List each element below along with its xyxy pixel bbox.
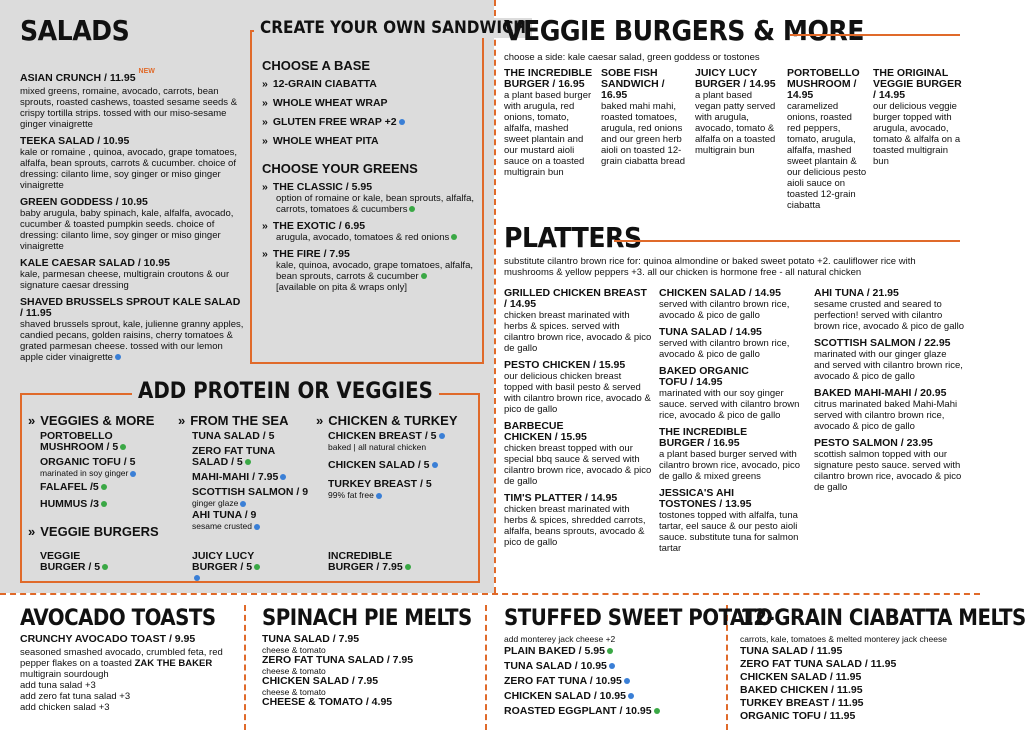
title-rule	[614, 240, 960, 242]
salads-title: SALADS	[20, 14, 130, 47]
platters-subtitle: substitute cilantro brown rice for: quinoa almondine or baked sweet potato +2. cauliflower rice with mushrooms & yellow peppers +3. all our chicken is hormone free - all natural chicken	[504, 256, 916, 278]
base-heading: CHOOSE A BASE	[262, 58, 371, 73]
list-item: CHICKEN SALAD / 7.95 cheese & tomato	[262, 675, 379, 697]
greens-heading: CHOOSE YOUR GREENS	[262, 161, 418, 176]
list-item: SHAVED BRUSSELS SPROUT KALE SALAD / 11.95 shaved brussels sprout, kale, julienne granny apples, candied pecans, golden raisins, cherry tomatoes & grated parmesan cheese. tossed with our lemon apple cider vinaigrette	[20, 296, 244, 363]
list-item: THE INCREDIBLE BURGER / 16.95 a plant based burger served with cilantro brown rice, avocado, pico de gallo & mixed greens	[659, 426, 800, 482]
veggies-heading: » VEGGIES & MORE	[28, 413, 155, 428]
divider	[244, 605, 246, 730]
list-item: CRUNCHY AVOCADO TOAST / 9.95	[20, 633, 196, 645]
ciabatta-title: 12-GRAIN CIABATTA MELTS	[740, 606, 1026, 631]
list-item: GREEN GODDESS / 10.95 baby arugula, baby spinach, kale, alfalfa, avocado, cucumber & toasted pumpkin seeds. choice of dressing: cilanto lime, soy ginger or miso ginger vinaigrette	[20, 196, 234, 252]
list-item: PORTOBELLO MUSHROOM / 14.95 caramelized onions, roasted red peppers, tomato, arugula, alfalfa, mashed sweet plantain & our delicious pesto aioli sauce on toasted 12-grain ciabatta	[787, 67, 867, 211]
list-item: ORGANIC TOFU / 11.95	[740, 710, 856, 722]
platters-col-1	[504, 288, 652, 554]
list-item: SCOTTISH SALMON / 22.95 marinated with our ginger glaze and served with cilantro brown rice, avocado & pico de gallo	[814, 337, 963, 382]
list-item: BAKED CHICKEN / 11.95	[740, 684, 863, 696]
list-item: FALAFEL /5	[40, 482, 173, 493]
veggies-column	[28, 413, 173, 542]
list-item: » THE FIRE / 7.95 kale, quinoa, avocado, grape tomatoes, alfalfa, bean sprouts, carrots & cucumber [available on pita & wraps only]	[262, 248, 473, 293]
protein-title: ADD PROTEIN OR VEGGIES	[132, 379, 439, 404]
list-item: ROASTED EGGPLANT / 10.95	[504, 706, 722, 717]
sea-column	[178, 413, 318, 531]
list-item: SOBE FISH SANDWICH / 16.95 baked mahi mahi, roasted tomatoes, arugula, red onions and our green herb aioli on toasted 12-grain ciabatta bread	[601, 67, 685, 167]
addon: add chicken salad +3	[20, 702, 110, 713]
ciabatta-content	[740, 634, 970, 722]
burgers-heading: » VEGGIE BURGERS	[28, 524, 159, 539]
list-item: KALE CAESAR SALAD / 10.95 kale, parmesan cheese, multigrain croutons & our signature caesar dressing	[20, 257, 230, 291]
item-desc: seasoned smashed avocado, crumbled feta, red pepper flakes on a toasted ZAK THE BAKER multigrain sourdough	[20, 647, 223, 680]
item-desc: ginger glaze	[192, 498, 239, 508]
sandwich-title: CREATE YOUR OWN SANDWICH	[254, 18, 532, 38]
box-edge	[20, 393, 132, 395]
veggie-burgers-subtitle: choose a side: kale caesar salad, green goddess or tostones	[504, 52, 760, 63]
chicken-heading: » CHICKEN & TURKEY	[316, 413, 458, 428]
list-item: CHICKEN BREAST / 5	[328, 431, 476, 442]
list-item: VEGGIE BURGER / 5	[40, 551, 110, 573]
list-item: ASIAN CRUNCH / $11.95^{NEW}$ mixed greens, romaine, avocado, carrots, bean sprouts, roasted cashews, toasted sesame seeds & crispy tortilla strips. tossed with our miso-sesame ginger vinaigrette	[20, 68, 238, 130]
list-item: CHICKEN SALAD / 11.95	[740, 671, 862, 683]
list-item: TUNA SALAD / 11.95	[740, 645, 843, 657]
list-item: JUICY LUCY BURGER / 5	[192, 551, 267, 584]
list-item: GRILLED CHICKEN BREAST / 14.95 chicken breast marinated with herbs & spices. served with cilantro brown rice, avocado & pico de gallo	[504, 287, 652, 354]
list-item: THE ORIGINAL VEGGIE BURGER / 14.95 our delicious veggie burger topped with arugula, avocado, tomato & alfalfa on a toasted multigrain bun	[873, 67, 962, 167]
list-item: ZERO FAT TUNA SALAD / 11.95	[740, 658, 897, 670]
divider	[485, 605, 487, 730]
list-item: MAHI-MAHI / 7.95	[192, 472, 318, 483]
item-desc: 99% fat free	[328, 490, 374, 500]
item-desc: sesame crusted	[192, 521, 252, 531]
list-item: CHEESE & TOMATO / 4.95	[262, 696, 393, 708]
list-item: » WHOLE WHEAT PITA	[262, 135, 379, 147]
chicken-column	[316, 413, 476, 500]
list-item: CHICKEN SALAD / 10.95	[504, 691, 722, 702]
list-item: PLAIN BAKED / 5.95	[504, 646, 722, 657]
list-item: THE INCREDIBLE BURGER / 16.95 a plant based burger with arugula, red onions, tomato, alfalfa, mashed sweet plantain and our mustard aioli sauce on a toasted multigrain bun	[504, 67, 593, 178]
platters-col-3	[814, 288, 964, 499]
list-item: » THE CLASSIC / 5.95 option of romaine or kale, bean sprouts, alfalfa, carrots, tomatoes & cucumbers	[262, 181, 475, 215]
list-item: TURKEY BREAST / 5	[328, 478, 432, 490]
list-item: ZERO FAT TUNA SALAD / 5	[192, 445, 275, 468]
avocado-content	[20, 634, 240, 713]
avocado-title: AVOCADO TOASTS	[20, 606, 216, 631]
list-item: PESTO CHICKEN / 15.95 our delicious chicken breast topped with basil pesto & served with cilantro brown rice, avocado & pico de gallo	[504, 359, 651, 415]
list-item: PESTO SALMON / 23.95 scottish salmon topped with our signature pesto sauce. served with cilantro brown rice, avocado & pico de gallo	[814, 437, 962, 493]
platters-title: PLATTERS	[504, 221, 642, 254]
list-item: AHI TUNA / 21.95 sesame crusted and seared to perfection! served with cilantro brown rice, avocado & pico de gallo	[814, 287, 964, 332]
item-desc: marinated in soy ginger	[40, 468, 129, 478]
list-item: SCOTTISH SALMON / 9	[192, 486, 309, 498]
sea-heading: » FROM THE SEA	[178, 413, 289, 428]
platters-col-2	[659, 288, 807, 560]
spinach-content	[262, 634, 480, 708]
potato-content	[504, 634, 722, 717]
list-item: ZERO FAT TUNA SALAD / 7.95 cheese & tomato	[262, 654, 414, 676]
list-item: CHICKEN SALAD / 14.95 served with cilantro brown rice, avocado & pico de gallo	[659, 287, 790, 321]
divider	[0, 593, 980, 595]
list-item: INCREDIBLE BURGER / 7.95	[328, 551, 423, 573]
list-item: JESSICA'S AHI TOSTONES / 13.95 tostones topped with alfalfa, tuna tartar, eel sauce & our pesto aioli sauce. substitute tuna for salmon tartar	[659, 487, 799, 554]
list-item: HUMMUS /3	[40, 499, 173, 510]
list-item: AHI TUNA / 9	[192, 509, 257, 521]
title-rule	[790, 34, 960, 36]
list-item: TURKEY BREAST / 11.95	[740, 697, 864, 709]
list-item: TIM'S PLATTER / 14.95 chicken breast marinated with herbs & spices, shredded carrots, alfalfa, beans sprouts, avocado & pico de gallo	[504, 492, 646, 548]
list-item: PORTOBELLO MUSHROOM / 5	[40, 431, 130, 453]
list-item: ZERO FAT TUNA / 10.95	[504, 676, 722, 687]
list-item: » WHOLE WHEAT WRAP	[262, 97, 388, 109]
addon: add tuna salad +3	[20, 680, 96, 691]
list-item: BARBECUE CHICKEN / 15.95 chicken breast topped with our special bbq sauce & served with cilantro brown rice, avocado & pico de gallo	[504, 420, 652, 487]
spinach-title: SPINACH PIE MELTS	[262, 606, 472, 631]
sandwich-content	[262, 58, 477, 299]
divider	[494, 0, 496, 593]
salads-list	[20, 68, 245, 369]
list-item: BAKED MAHI-MAHI / 20.95 citrus marinated baked Mahi-Mahi served with cilantro brown rice, avocado & pico de gallo	[814, 387, 958, 432]
list-item: TUNA SALAD / 14.95 served with cilantro brown rice, avocado & pico de gallo	[659, 326, 790, 360]
list-item: TUNA SALAD / 5	[192, 430, 275, 442]
list-item: CHICKEN SALAD / 5	[328, 460, 476, 471]
list-item: » GLUTEN FREE WRAP +2	[262, 117, 477, 128]
list-item: TUNA SALAD / 7.95 cheese & tomato	[262, 633, 360, 655]
list-item: » 12-GRAIN CIABATTA	[262, 78, 377, 90]
subtitle: add monterey jack cheese +2	[504, 634, 616, 644]
addon: add zero fat tuna salad +3	[20, 691, 131, 702]
list-item: TUNA SALAD / 10.95	[504, 661, 722, 672]
list-item: » THE EXOTIC / 6.95 arugula, avocado, tomatoes & red onions	[262, 221, 477, 243]
list-item: ORGANIC TOFU / 5	[40, 456, 136, 468]
item-desc: baked | all natural chicken	[328, 442, 427, 452]
subtitle: carrots, kale, tomatoes & melted monterey jack cheese	[740, 634, 947, 644]
list-item: TEEKA SALAD / 10.95 kale or romaine , quinoa, avocado, grape tomatoes, alfalfa, bean sprouts, carrots & cucumber. choice of dressing: cilanto lime, soy ginger or miso ginger vinaigrette	[20, 135, 238, 191]
potato-title: STUFFED SWEET POTATO	[504, 606, 773, 631]
list-item: BAKED ORGANIC TOFU / 14.95 marinated with our soy ginger sauce. served with cilantro brown rice, avocado & pico de gallo	[659, 365, 800, 421]
veggie-burgers-title: VEGGIE BURGERS & MORE	[504, 14, 864, 47]
list-item: JUICY LUCY BURGER / 14.95 a plant based vegan patty served with arugula, avocado, tomato & alfalfa on a toasted multigrain bun	[695, 67, 776, 156]
